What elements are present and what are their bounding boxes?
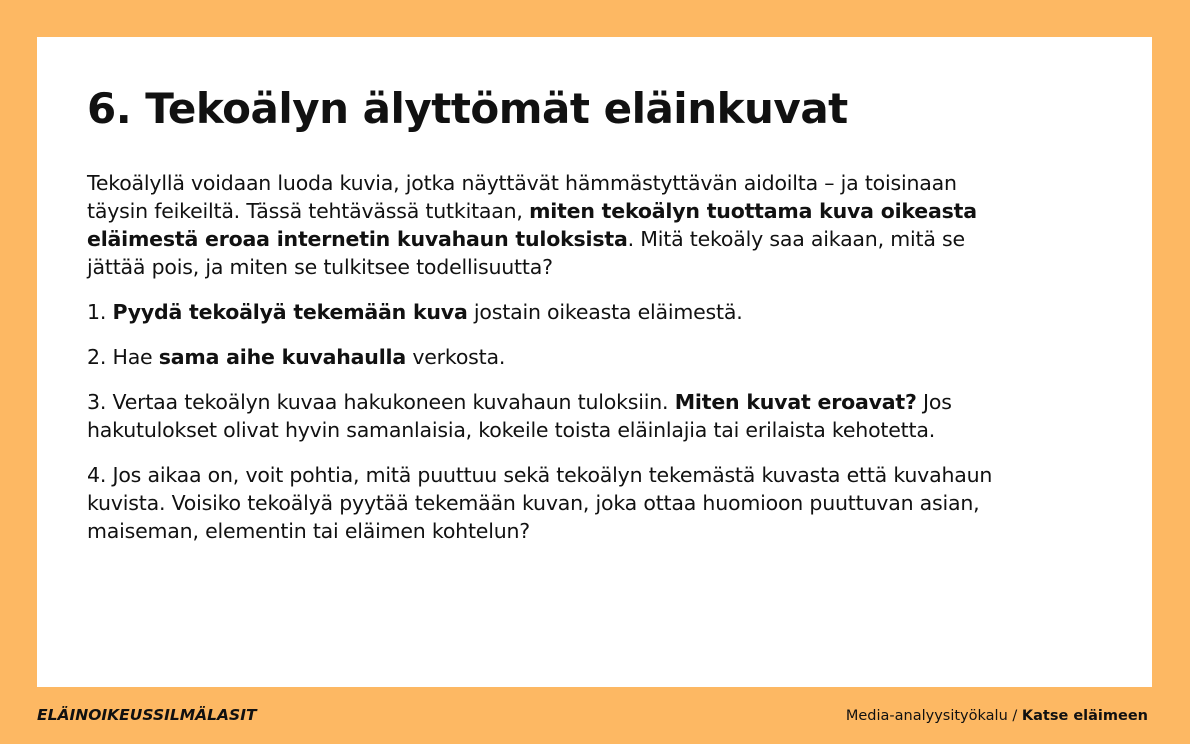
step-2-suffix: verkosta. [406,345,506,369]
step-1 [87,298,1007,326]
step-2 [87,343,1007,371]
page-title: 6. Tekoälyn älyttömät eläinkuvat [87,84,848,133]
step-1-prefix: 1. [87,300,113,324]
step-2-prefix: 2. Hae [87,345,159,369]
footer-credit [846,706,1148,726]
intro-text: Tekoälyllä voidaan luoda kuvia, jotka näyttävät hämmästyttävän aidoilta – ja toisinaan täysin feikeiltä. Tässä tehtävässä tutkitaan, [87,171,957,223]
step-3-emphasis: Miten kuvat eroavat? [674,390,917,414]
footer-tool-label: Media-analyysityökalu / [845,708,1022,724]
intro-text-end: . Mitä tekoäly saa aikaan, mitä se jättää pois, ja miten se tulkitsee todellisuutta? [87,227,965,279]
intro-paragraph [87,169,1007,281]
step-4: 4. Jos aikaa on, voit pohtia, mitä puuttuu sekä tekoälyn tekemästä kuvasta että kuvahaun kuvista. Voisiko tekoälyä pyytää tekemään kuvan, joka ottaa huomioon puuttuvan asian, maiseman, elementin tai eläimen kohtelun? [87,463,993,543]
intro-emphasis: miten tekoälyn tuottama kuva oikeasta eläimestä eroaa internetin kuvahaun tuloksista [87,199,977,251]
step-2-emphasis: sama aihe kuvahaulla [158,345,406,369]
brand-logo-text: ELÄINOIKEUSSILMÄLASIT [37,706,257,724]
footer-section-label: Katse eläimeen [1021,708,1148,724]
step-3 [87,388,1007,444]
step-1-emphasis: Pyydä tekoälyä tekemään kuva [112,300,468,324]
step-3-prefix: 3. Vertaa tekoälyn kuvaa hakukoneen kuvahaun tuloksiin. [87,390,675,414]
step-1-suffix: jostain oikeasta eläimestä. [467,300,743,324]
slide-card [37,37,1152,687]
step-3-suffix: Jos hakutulokset olivat hyvin samanlaisia, kokeile toista eläinlajia tai erilaista kehotetta. [87,390,952,442]
slide-content [87,169,1007,562]
